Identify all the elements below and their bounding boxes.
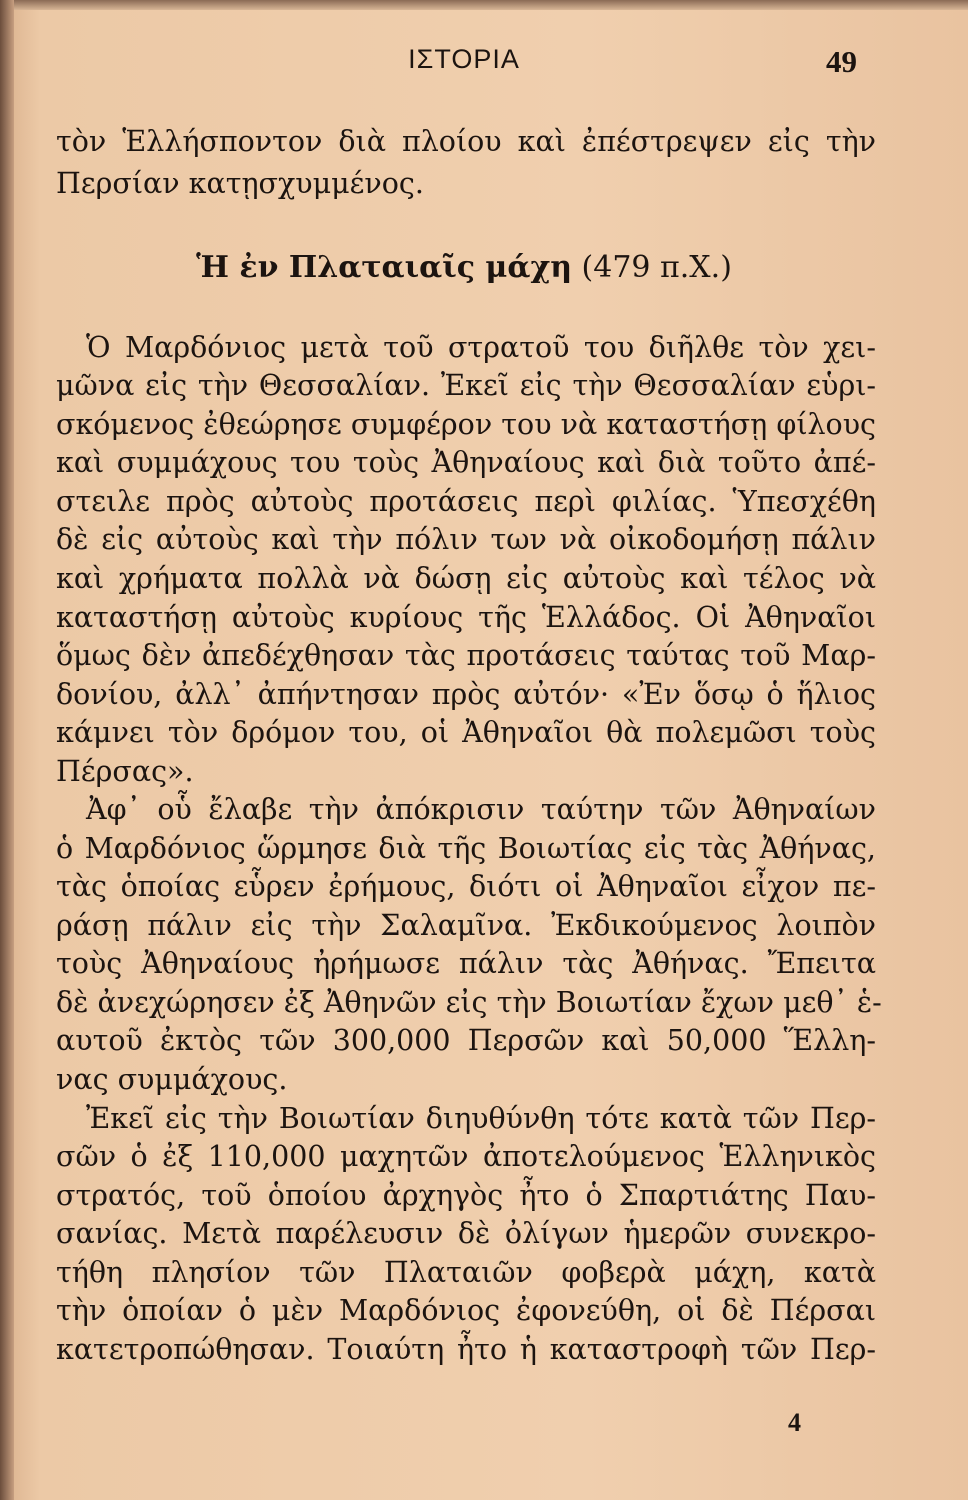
text-line: ράσῃ πάλιν εἰς τὴν Σαλαμῖνα. Ἐκδικούμενος λοιπὸν xyxy=(56,909,876,942)
text-line: σκόμενος ἐθεώρησε συμφέρον του νὰ καταστήσῃ φίλους xyxy=(56,408,876,441)
text-line: Πέρσας». xyxy=(56,755,194,788)
text-line: τὴν ὁποίαν ὁ μὲν Μαρδόνιος ἐφονεύθη, οἱ δὲ Πέρσαι xyxy=(56,1294,876,1327)
text-line: σῶν ὁ ἐξ 110,000 μαχητῶν ἀποτελούμενος Ἑλληνικὸς xyxy=(56,1140,876,1173)
text-line: ὅμως δὲν ἀπεδέχθησαν τὰς προτάσεις ταύτας τοῦ Μαρ- xyxy=(56,639,876,672)
text-line: Ἀφ᾽ οὗ ἔλαβε τὴν ἀπόκρισιν ταύτην τῶν Ἀθηναίων xyxy=(86,793,876,826)
signature-mark: 4 xyxy=(788,1408,801,1437)
text-line: τοὺς Ἀθηναίους ἠρήμωσε πάλιν τὰς Ἀθήνας. Ἔπειτα xyxy=(56,947,876,980)
text-line: τὰς ὁποίας εὗρεν ἐρήμους, διότι οἱ Ἀθηναῖοι εἶχον πε- xyxy=(56,870,876,903)
text-line: τήθη πλησίον τῶν Πλαταιῶν φοβερὰ μάχη, κατὰ xyxy=(56,1256,876,1289)
text-line: δὲ ἀνεχώρησεν ἐξ Ἀθηνῶν εἰς τὴν Βοιωτίαν ἔχων μεθ᾽ ἑ- xyxy=(56,986,882,1019)
text-line: κάμνει τὸν δρόμον του, οἱ Ἀθηναῖοι θὰ πολεμῶσι τοὺς xyxy=(56,716,876,749)
section-title-date: (479 π.Χ.) xyxy=(572,250,732,285)
text-line: ὁ Μαρδόνιος ὥρμησε διὰ τῆς Βοιωτίας εἰς τὰς Ἀθήνας, xyxy=(56,832,876,865)
text-line: στειλε πρὸς αὐτοὺς προτάσεις περὶ φιλίας. Ὑπεσχέθη xyxy=(56,485,876,518)
text-line: τὸν Ἑλλήσποντον διὰ πλοίου καὶ ἐπέστρεψεν εἰς τὴν xyxy=(56,125,876,158)
page-number: 49 xyxy=(826,44,857,79)
text-line: Περσίαν κατῃσχυμμένος. xyxy=(56,167,424,200)
text-line: μῶνα εἰς τὴν Θεσσαλίαν. Ἐκεῖ εἰς τὴν Θεσσαλίαν εὑρι- xyxy=(56,369,876,402)
section-title xyxy=(0,250,928,285)
text-line: δονίου, ἀλλ᾽ ἀπήντησαν πρὸς αὐτόν· «Ἐν ὅσῳ ὁ ἥλιος xyxy=(56,678,876,711)
section-title-text: Ἡ ἐν Πλαταιαῖς μάχη xyxy=(196,250,573,285)
text-line: Ἐκεῖ εἰς τὴν Βοιωτίαν διηυθύνθη τότε κατὰ τῶν Περ- xyxy=(86,1102,876,1135)
text-line: αυτοῦ ἐκτὸς τῶν 300,000 Περσῶν καὶ 50,000 Ἕλλη- xyxy=(56,1024,876,1057)
page-binding-edge xyxy=(0,0,14,1500)
running-head-title: ΙΣΤΟΡΙΑ xyxy=(408,44,520,74)
text-line: καὶ συμμάχους του τοὺς Ἀθηναίους καὶ διὰ τοῦτο ἀπέ- xyxy=(56,446,876,479)
text-line: δὲ εἰς αὐτοὺς καὶ τὴν πόλιν των νὰ οἰκοδομήσῃ πάλιν xyxy=(56,523,876,556)
text-line: στρατός, τοῦ ὁποίου ἀρχηγὸς ἦτο ὁ Σπαρτιάτης Παυ- xyxy=(56,1179,876,1212)
text-line: καταστήσῃ αὐτοὺς κυρίους τῆς Ἑλλάδος. Οἱ Ἀθηναῖοι xyxy=(56,601,876,634)
text-line: κατετροπώθησαν. Τοιαύτη ἦτο ἡ καταστροφὴ τῶν Περ- xyxy=(56,1333,876,1366)
page-top-edge xyxy=(0,0,968,10)
text-line: καὶ χρήματα πολλὰ νὰ δώσῃ εἰς αὐτοὺς καὶ τέλος νὰ xyxy=(56,562,876,595)
text-line: σανίας. Μετὰ παρέλευσιν δὲ ὀλίγων ἡμερῶν συνεκρο- xyxy=(56,1217,876,1250)
text-line: νας συμμάχους. xyxy=(56,1063,288,1096)
text-line: Ὁ Μαρδόνιος μετὰ τοῦ στρατοῦ του διῆλθε τὸν χει- xyxy=(86,331,876,364)
running-head xyxy=(0,44,968,84)
